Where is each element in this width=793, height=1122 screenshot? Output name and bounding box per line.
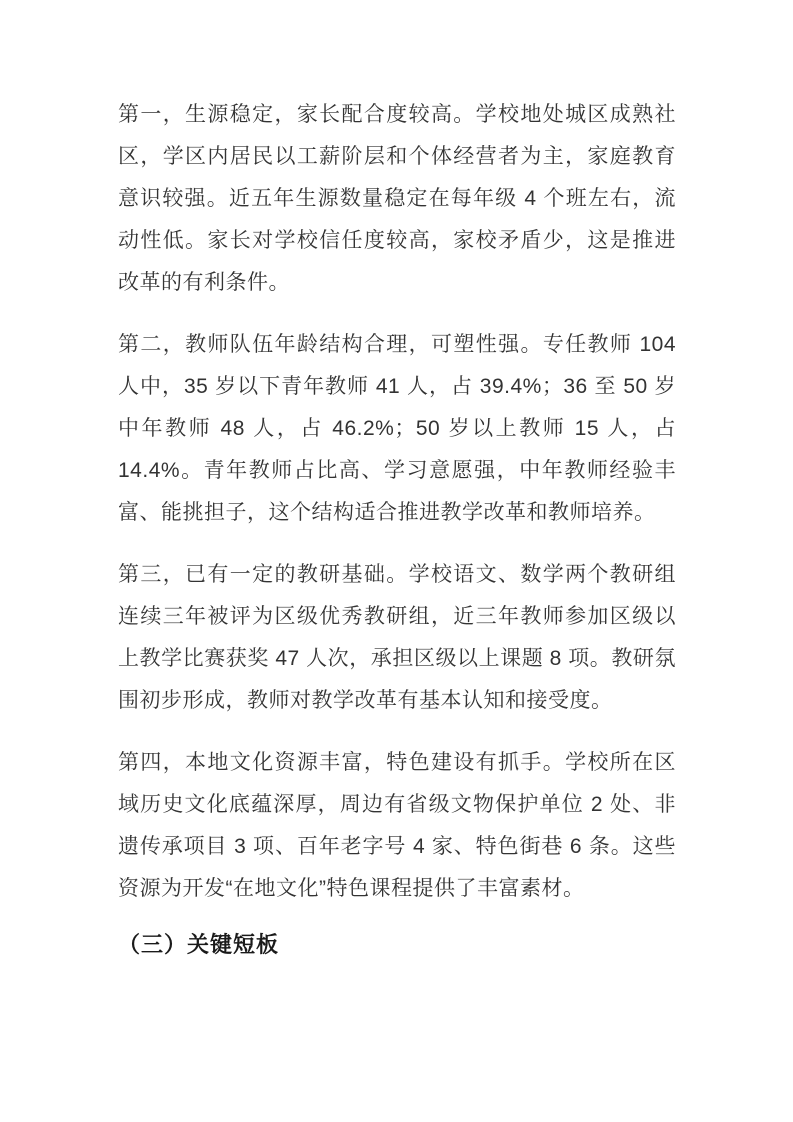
section-heading-key-shortcomings: （三）关键短板: [118, 932, 280, 957]
document-body: [118, 94, 676, 960]
paragraph-advantage-4-local-culture-resources: 第四，本地文化资源丰富，特色建设有抓手。学校所在区域历史文化底蕴深厚，周边有省级文物保护单位 2 处、非遗传承项目 3 项、百年老字号 4 家、特色街巷 6 条。这些资源为开发“在地文化”特色课程提供了丰富素材。: [118, 751, 676, 900]
paragraph-advantage-1-enrollment: 第一，生源稳定，家长配合度较高。学校地处城区成熟社区，学区内居民以工薪阶层和个体经营者为主，家庭教育意识较强。近五年生源数量稳定在每年级 4 个班左右，流动性低。家长对学校信任度较高，家校矛盾少，这是推进改革的有利条件。: [118, 103, 676, 294]
paragraph-advantage-3-research-foundation: 第三，已有一定的教研基础。学校语文、数学两个教研组连续三年被评为区级优秀教研组，近三年教师参加区级以上教学比赛获奖 47 人次，承担区级以上课题 8 项。教研氛围初步形成，教师对教学改革有基本认知和接受度。: [118, 563, 676, 712]
paragraph-advantage-2-teacher-age-structure: 第二，教师队伍年龄结构合理，可塑性强。专任教师 104 人中，35 岁以下青年教师 41 人，占 39.4%；36 至 50 岁中年教师 48 人，占 46.2%；50 岁以上教师 15 人，占 14.4%。青年教师占比高、学习意愿强，中年教师经验丰富、能挑担子，这个结构适合推进教学改革和教师培养。: [118, 333, 676, 524]
